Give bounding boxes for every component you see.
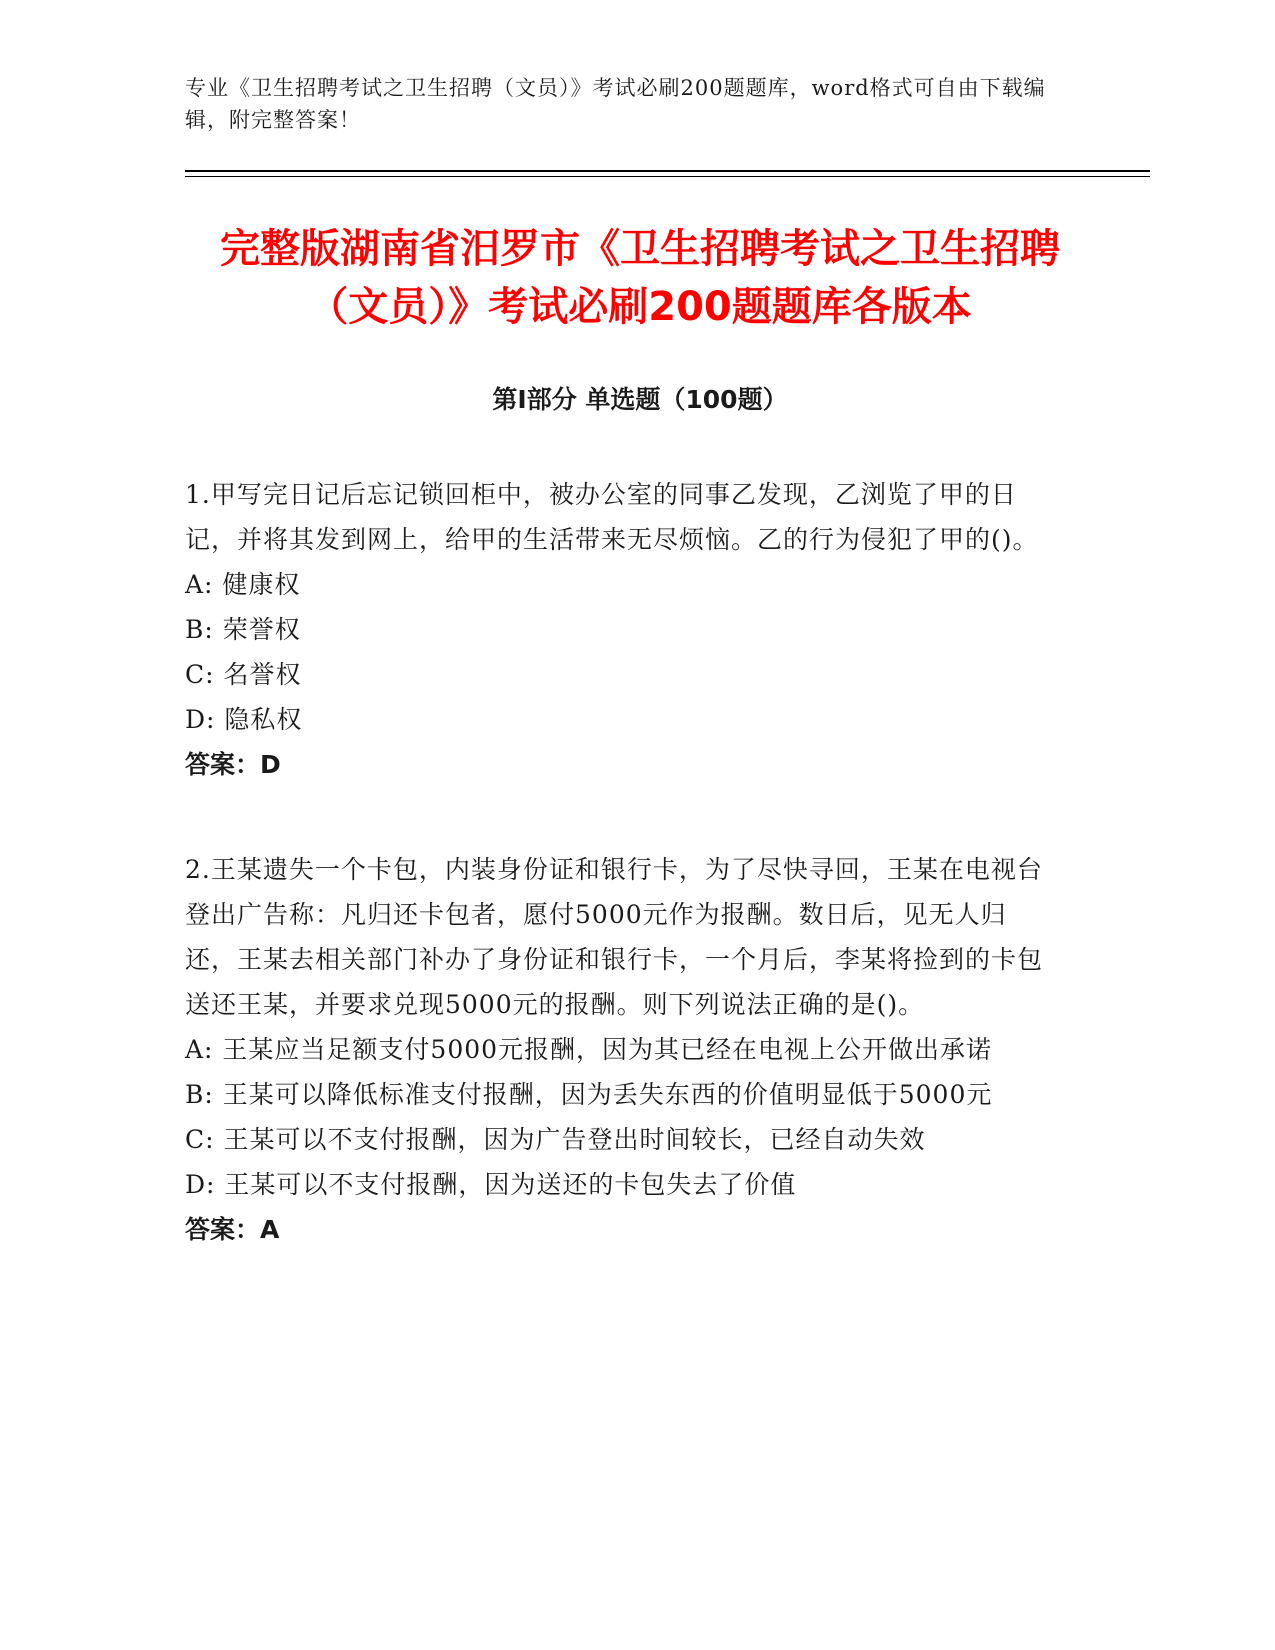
option-b: B: 王某可以降低标准支付报酬，因为丢失东西的价值明显低于5000元 [185,1080,993,1109]
header-divider-thick [185,170,1150,172]
answer: 答案：A [185,1215,280,1244]
question-list [185,472,1055,1312]
answer: 答案：D [185,750,281,779]
question-1 [185,472,1055,787]
option-d: D: 隐私权 [185,705,303,734]
header-divider-thin [185,176,1150,177]
section-heading: 第I部分 单选题（100题） [492,385,788,414]
option-a: A: 王某应当足额支付5000元报酬，因为其已经在电视上公开做出承诺 [185,1035,993,1064]
header-note: 专业《卫生招聘考试之卫生招聘（文员）》考试必刷200题题库，word格式可自由下载编辑，附完整答案！ [185,76,1046,132]
option-c: C: 名誉权 [185,660,302,689]
document-title: 完整版湖南省汨罗市《卫生招聘考试之卫生招聘（文员）》考试必刷200题题库各版本 [220,226,1060,330]
option-b: B: 荣誉权 [185,615,301,644]
option-a: A: 健康权 [185,570,301,599]
question-2 [185,847,1055,1252]
question-stem: 1.甲写完日记后忘记锁回柜中，被办公室的同事乙发现，乙浏览了甲的日记，并将其发到网上，给甲的生活带来无尽烦恼。乙的行为侵犯了甲的()。 [185,480,1039,554]
option-d: D: 王某可以不支付报酬，因为送还的卡包失去了价值 [185,1170,797,1199]
option-c: C: 王某可以不支付报酬，因为广告登出时间较长，已经自动失效 [185,1125,926,1154]
question-stem: 2.王某遗失一个卡包，内装身份证和银行卡，为了尽快寻回，王某在电视台登出广告称：凡归还卡包者，愿付5000元作为报酬。数日后，见无人归还，王某去相关部门补办了身份证和银行卡，一个月后，李某将捡到的卡包送还王某，并要求兑现5000元的报酬。则下列说法正确的是()。 [185,855,1044,1019]
